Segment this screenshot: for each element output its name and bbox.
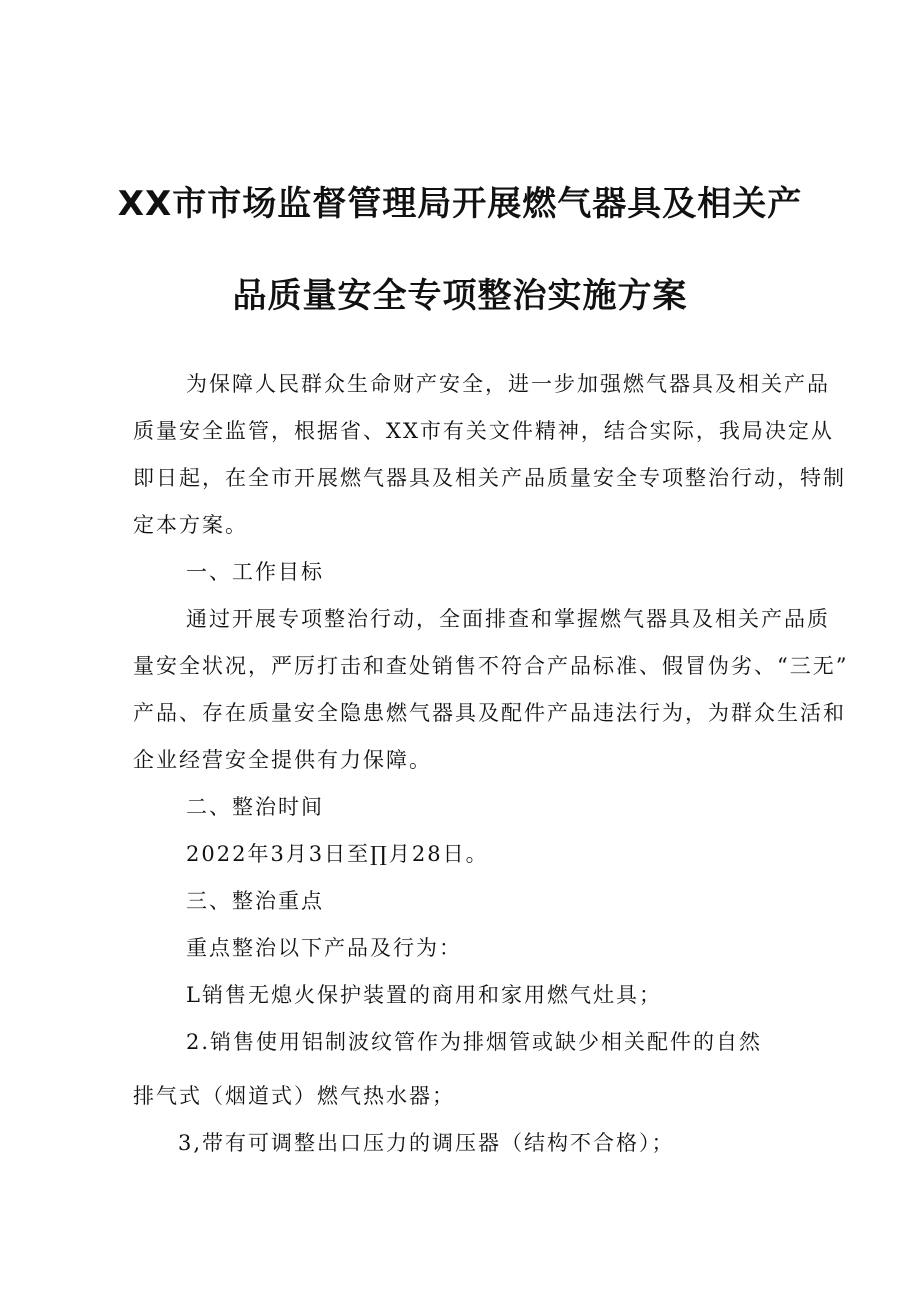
section-1-heading: 一、工作目标 <box>186 560 324 584</box>
intro-paragraph-line-1: 为保障人民群众生命财产安全，进一步加强燃气器具及相关产品 <box>186 372 830 396</box>
list-item-2-line-2: 排气式（烟道式）燃气热水器； <box>133 1084 455 1108</box>
section-1-paragraph-line-2: 量安全状况，严厉打击和查处销售不符合产品标准、假冒伪劣、“三无” <box>133 654 849 678</box>
section-1-paragraph-line-3: 产品、存在质量安全隐患燃气器具及配件产品违法行为，为群众生活和 <box>133 701 846 725</box>
section-2-heading: 二、整治时间 <box>186 795 324 819</box>
intro-paragraph-line-4: 定本方案。 <box>133 513 248 537</box>
section-3-intro: 重点整治以下产品及行为： <box>186 936 462 960</box>
section-2-text: 2022年3月3日至∏月28日。 <box>186 842 489 866</box>
document-title-line-1: XX市市场监督管理局开展燃气器具及相关产 <box>117 184 803 224</box>
intro-paragraph-line-2: 质量安全监管，根据省、XX市有关文件精神，结合实际，我局决定从 <box>133 419 834 443</box>
list-item-2-line-1: 2.销售使用铝制波纹管作为排烟管或缺少相关配件的自然 <box>186 1030 763 1054</box>
list-item-1: L销售无熄火保护装置的商用和家用燃气灶具； <box>186 983 662 1007</box>
document-title-line-2: 品质量安全专项整治实施方案 <box>232 276 688 316</box>
section-1-paragraph-line-4: 企业经营安全提供有力保障。 <box>133 748 432 772</box>
intro-paragraph-line-3: 即日起，在全市开展燃气器具及相关产品质量安全专项整治行动，特制 <box>133 466 846 490</box>
list-item-3: 3,带有可调整出口压力的调压器（结构不合格）； <box>178 1131 675 1155</box>
section-1-paragraph-line-1: 通过开展专项整治行动，全面排查和掌握燃气器具及相关产品质 <box>186 607 830 631</box>
section-3-heading: 三、整治重点 <box>186 889 324 913</box>
